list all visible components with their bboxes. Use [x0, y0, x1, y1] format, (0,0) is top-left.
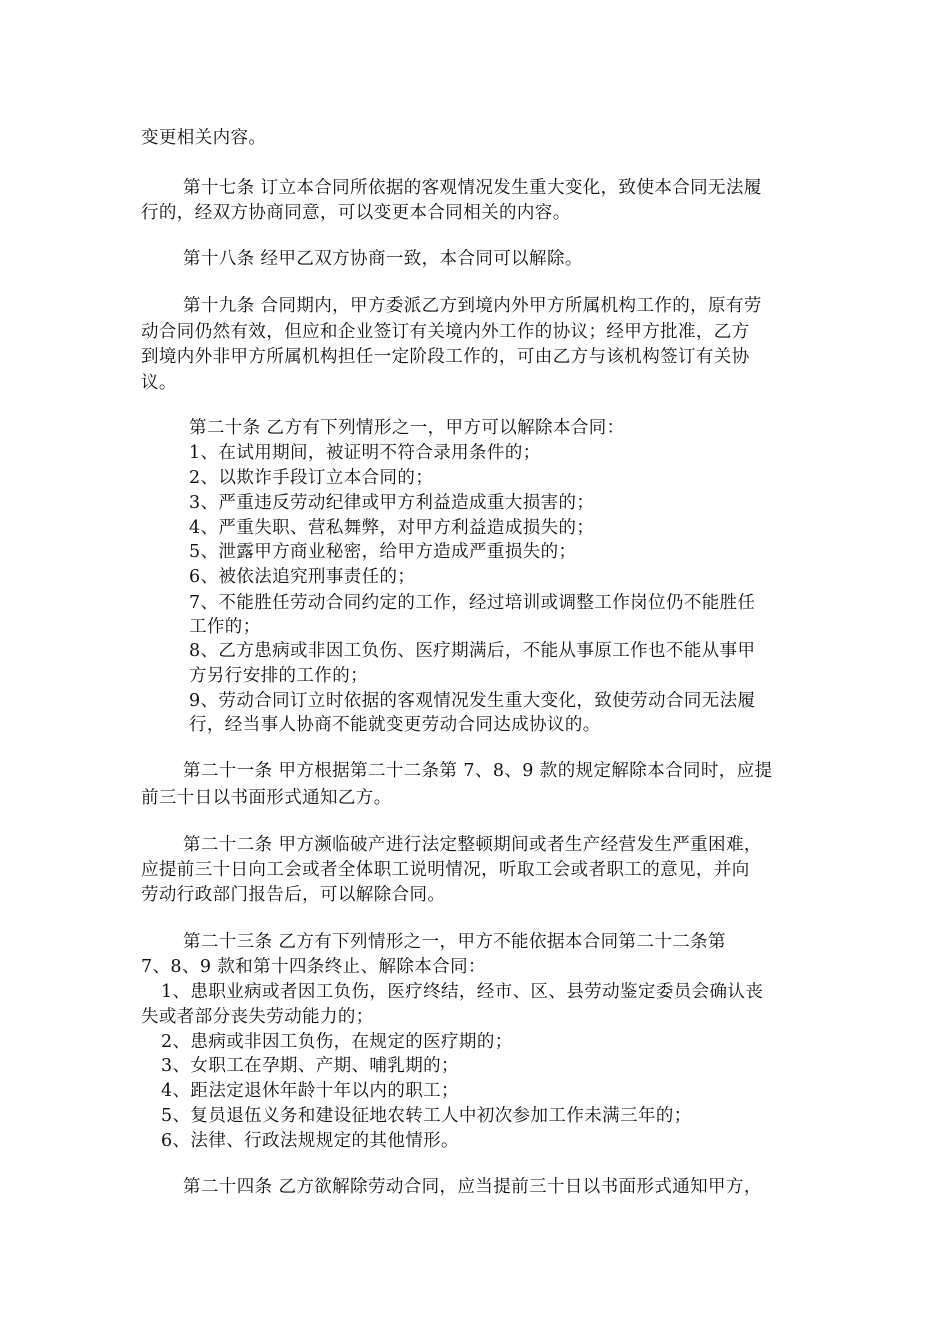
list-item: 6、被依法追究刑事责任的；: [189, 567, 416, 587]
list-item-continuation: 方另行安排的工作的；: [189, 666, 368, 686]
text-line: 第二十一条 甲方根据第二十二条第 7、8、9 款的规定解除本合同时，应提: [183, 761, 773, 781]
text-line: 7、8、9 款和第十四条终止、解除本合同：: [141, 957, 486, 977]
list-item: 8、乙方患病或非因工负伤、医疗期满后，不能从事原工作也不能从事甲: [189, 641, 756, 661]
text-line: 劳动行政部门报告后，可以解除合同。: [141, 885, 446, 905]
list-item: 4、距法定退休年龄十年以内的职工；: [161, 1081, 459, 1101]
list-item: 4、严重失职、营私舞弊，对甲方利益造成损失的；: [189, 518, 595, 538]
text-line: 第二十三条 乙方有下列情形之一，甲方不能依据本合同第二十二条第: [183, 932, 726, 952]
list-item: 2、患病或非因工负伤，在规定的医疗期的；: [161, 1032, 513, 1052]
text-line: 到境内外非甲方所属机构担任一定阶段工作的，可由乙方与该机构签订有关协: [141, 347, 750, 367]
list-item: 1、患职业病或者因工负伤，医疗终结，经市、区、县劳动鉴定委员会确认丧: [161, 982, 764, 1002]
list-item: 3、严重违反劳动纪律或甲方利益造成重大损害的；: [189, 493, 595, 513]
list-item: 9、劳动合同订立时依据的客观情况发生重大变化，致使劳动合同无法履: [189, 691, 756, 711]
list-item: 5、复员退伍义务和建设征地农转工人中初次参加工作未满三年的；: [161, 1106, 692, 1126]
text-line: 第十九条 合同期内，甲方委派乙方到境内外甲方所属机构工作的，原有劳: [183, 296, 762, 316]
text-line: 第十七条 订立本合同所依据的客观情况发生重大变化，致使本合同无法履: [183, 178, 762, 198]
text-line: 第二十条 乙方有下列情形之一，甲方可以解除本合同：: [189, 418, 625, 438]
text-line: 前三十日以书面形式通知乙方。: [141, 788, 392, 808]
text-line: 第二十二条 甲方濒临破产进行法定整顿期间或者生产经营发生严重困难，: [183, 835, 762, 855]
list-item-continuation: 行，经当事人协商不能就变更劳动合同达成协议的。: [189, 715, 601, 735]
text-line: 应提前三十日向工会或者全体职工说明情况，听取工会或者职工的意见，并向: [141, 860, 750, 880]
list-item: 5、泄露甲方商业秘密，给甲方造成严重损失的；: [189, 542, 577, 562]
list-item-continuation: 失或者部分丧失劳动能力的；: [141, 1007, 374, 1027]
list-item: 6、法律、行政法规规定的其他情形。: [161, 1131, 459, 1151]
text-line: 行的，经双方协商同意，可以变更本合同相关的内容。: [141, 203, 571, 223]
text-line: 变更相关内容。: [141, 128, 267, 148]
text-line: 动合同仍然有效，但应和企业签订有关境内外工作的协议；经甲方批准，乙方: [141, 322, 750, 342]
list-item: 3、女职工在孕期、产期、哺乳期的；: [161, 1056, 459, 1076]
list-item: 7、不能胜任劳动合同约定的工作，经过培训或调整工作岗位仍不能胜任: [189, 593, 756, 613]
list-item: 1、在试用期间，被证明不符合录用条件的；: [189, 443, 541, 463]
list-item: 2、以欺诈手段订立本合同的；: [189, 468, 434, 488]
text-line: 议。: [141, 373, 177, 393]
text-line: 第二十四条 乙方欲解除劳动合同，应当提前三十日以书面形式通知甲方，: [183, 1177, 762, 1197]
text-line: 第十八条 经甲乙双方协商一致，本合同可以解除。: [183, 249, 583, 269]
list-item-continuation: 工作的；: [189, 617, 261, 637]
